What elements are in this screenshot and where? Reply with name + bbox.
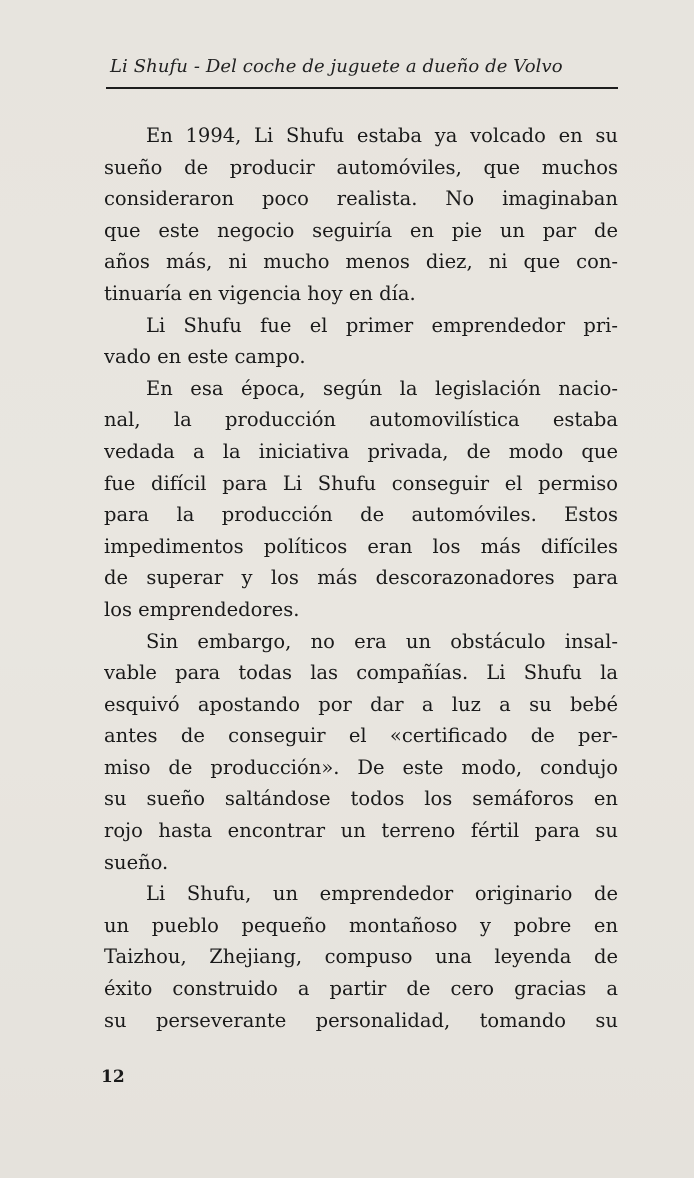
paragraph-1-line-1: En 1994, Li Shufu estaba ya volcado en su xyxy=(146,124,618,147)
paragraph-4-line-6: su sueño saltándose todos los semáforos en xyxy=(104,787,618,811)
paragraph-4-line-8: sueño. xyxy=(104,850,169,874)
paragraph-2-line-2: vado en este campo. xyxy=(104,345,306,369)
paragraph-1-line-3: consideraron poco realista. No imaginaban xyxy=(104,187,618,211)
paragraph-4-line-3: esquivó apostando por dar a luz a su bebé xyxy=(104,692,618,716)
paragraph-5-line-2: un pueblo pequeño montañoso y pobre en xyxy=(104,913,618,937)
paragraph-3-line-6: impedimentos políticos eran los más difíciles xyxy=(104,534,618,558)
header-rule xyxy=(106,87,618,89)
paragraph-2-line-1: Li Shufu fue el primer emprendedor pri- xyxy=(146,313,618,337)
paragraph-1-line-6: tinuaría en vigencia hoy en día. xyxy=(104,281,416,305)
paragraph-3-line-1: En esa época, según la legislación nacio- xyxy=(146,376,618,400)
paragraph-3-line-3: vedada a la iniciativa privada, de modo que xyxy=(104,439,618,463)
paragraph-3-line-8: los emprendedores. xyxy=(104,597,300,621)
paragraph-1-line-2: sueño de producir automóviles, que muchos xyxy=(104,155,618,179)
paragraph-4-line-7: rojo hasta encontrar un terreno fértil para su xyxy=(104,819,618,843)
paragraph-1-line-5: años más, ni mucho menos diez, ni que con- xyxy=(104,250,618,274)
running-header-title: Li Shufu - Del coche de juguete a dueño de Volvo xyxy=(110,56,563,77)
paragraph-4-line-2: vable para todas las compañías. Li Shufu la xyxy=(104,661,618,685)
paragraph-5-line-4: éxito construido a partir de cero gracias a xyxy=(104,977,618,1001)
paragraph-3-line-7: de superar y los más descorazonadores para xyxy=(104,566,618,590)
paragraph-4-line-1: Sin embargo, no era un obstáculo insal- xyxy=(146,629,618,653)
paragraph-3-line-5: para la producción de automóviles. Estos xyxy=(104,503,618,527)
paragraph-3-line-4: fue difícil para Li Shufu conseguir el permiso xyxy=(104,471,618,495)
page-number: 12 xyxy=(101,1067,125,1087)
paragraph-5-line-1: Li Shufu, un emprendedor originario de xyxy=(146,882,618,906)
paragraph-4-line-4: antes de conseguir el «certificado de per- xyxy=(104,724,618,748)
paragraph-5-line-3: Taizhou, Zhejiang, compuso una leyenda de xyxy=(104,945,618,969)
paragraph-1-line-4: que este negocio seguiría en pie un par de xyxy=(104,218,618,242)
paragraph-5-line-5: su perseverante personalidad, tomando su xyxy=(104,1008,618,1032)
body-text xyxy=(104,120,618,1036)
paragraph-4-line-5: miso de producción». De este modo, condujo xyxy=(104,755,618,779)
paragraph-3-line-2: nal, la producción automovilística estaba xyxy=(104,408,618,432)
